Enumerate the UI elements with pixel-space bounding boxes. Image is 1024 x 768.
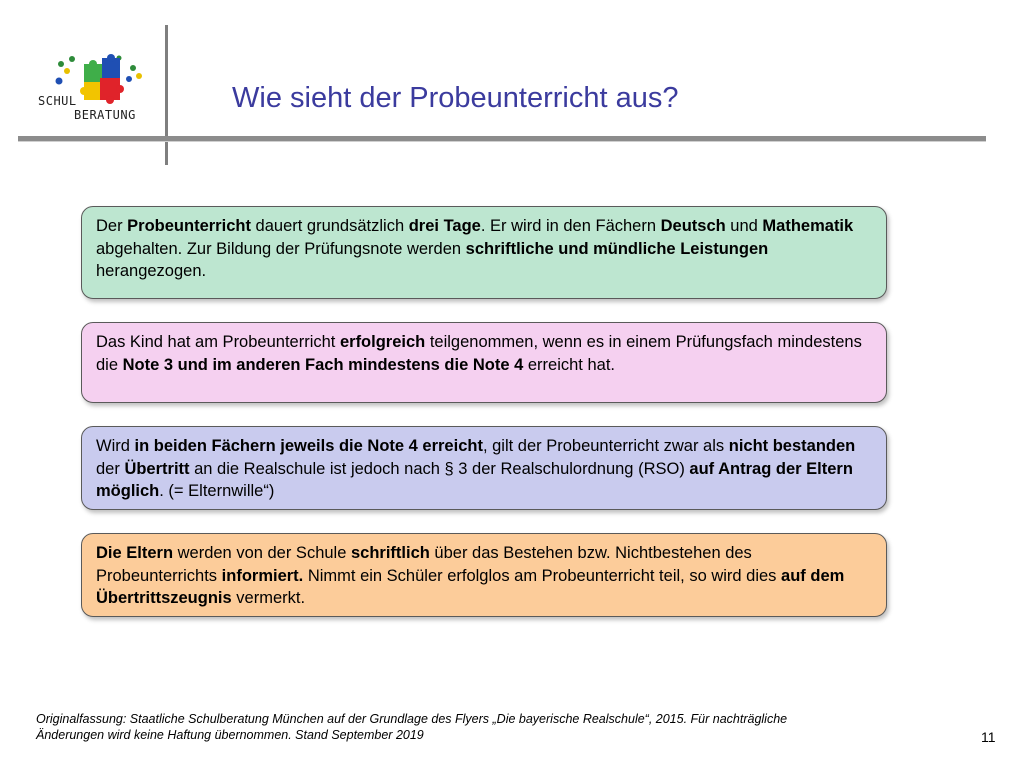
logo-text-beratung: BERATUNG [74, 108, 136, 122]
info-box-success [81, 322, 887, 403]
info-box-parents-will [81, 426, 887, 510]
schulberatung-logo [36, 48, 156, 128]
info-box-duration [81, 206, 887, 299]
info-box-text: Die Eltern werden von der Schule schriftlich über das Bestehen bzw. Nichtbestehen des Probeunterrichts informiert. Nimmt ein Schüler erfolglos am Probeunterricht teil, so wird dies auf dem Übertrittszeugnis vermerkt. [96, 544, 845, 607]
horizontal-divider-shadow [18, 141, 986, 142]
info-box-text: Der Probeunterricht dauert grundsätzlich drei Tage. Er wird in den Fächern Deutsch und Mathematik abgehalten. Zur Bildung der Prüfungsnote werden schriftliche und mündliche Leistungen herangezogen. [96, 217, 854, 280]
source-footnote [36, 711, 787, 743]
info-box-text: Das Kind hat am Probeunterricht erfolgreich teilgenommen, wenn es in einem Prüfungsfach mindestens die Note 3 und im anderen Fach mindestens die Note 4 erreicht hat. [96, 333, 862, 374]
vertical-divider [165, 25, 168, 165]
footnote-line-2: Änderungen wird keine Haftung übernommen. Stand September 2019 [36, 728, 424, 742]
page-number: 11 [981, 729, 996, 745]
footnote-line-1: Originalfassung: Staatliche Schulberatung München auf der Grundlage des Flyers „Die bayerische Realschule“, 2015. Für nachträgliche [36, 712, 788, 726]
slide-title: Wie sieht der Probeunterricht aus? [232, 82, 679, 114]
logo-text-schul: SCHUL [38, 94, 77, 108]
info-box-notification [81, 533, 887, 617]
info-box-text: Wird in beiden Fächern jeweils die Note 4 erreicht, gilt der Probeunterricht zwar als nicht bestanden der Übertritt an die Realschule ist jedoch nach § 3 der Realschulordnung (RSO) auf Antrag der Eltern möglich. (= Elternwille“) [96, 437, 856, 500]
